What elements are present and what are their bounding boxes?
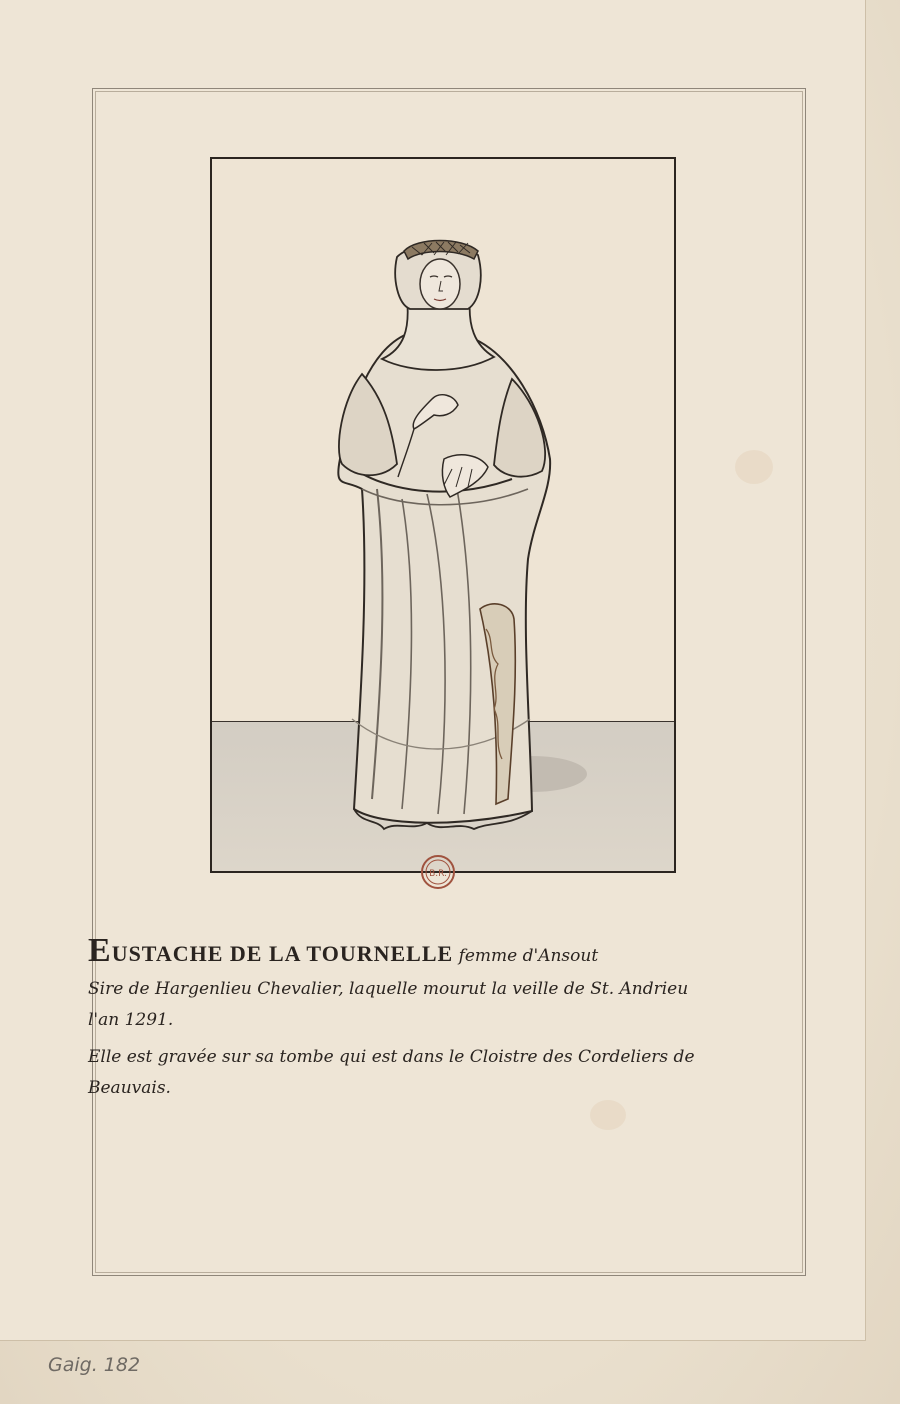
caption-line-1: [88, 932, 808, 972]
library-stamp: [420, 854, 456, 890]
title-initial: E: [88, 932, 112, 969]
caption-block: [88, 932, 808, 1104]
caption-title: [88, 932, 454, 969]
caption-line-3: l'an 1291.: [88, 1010, 174, 1030]
caption-line-4: Elle est gravée sur sa tombe qui est dans le Cloistre des Cordeliers de: [88, 1047, 695, 1067]
title-rest: USTACHE DE LA TOURNELLE: [111, 941, 454, 966]
caption-line-2: Sire de Hargenlieu Chevalier, laquelle mourut la veille de St. Andrieu: [88, 979, 689, 999]
caption-line-5: Beauvais.: [88, 1078, 171, 1098]
shelfmark-annotation: Gaig. 182: [48, 1354, 141, 1376]
stamp-text: B.R.: [429, 869, 447, 879]
caption-line-1-rest: femme d'Ansout: [458, 946, 599, 966]
tomb-effigy-figure: [212, 159, 674, 871]
picture-frame: [210, 157, 676, 873]
